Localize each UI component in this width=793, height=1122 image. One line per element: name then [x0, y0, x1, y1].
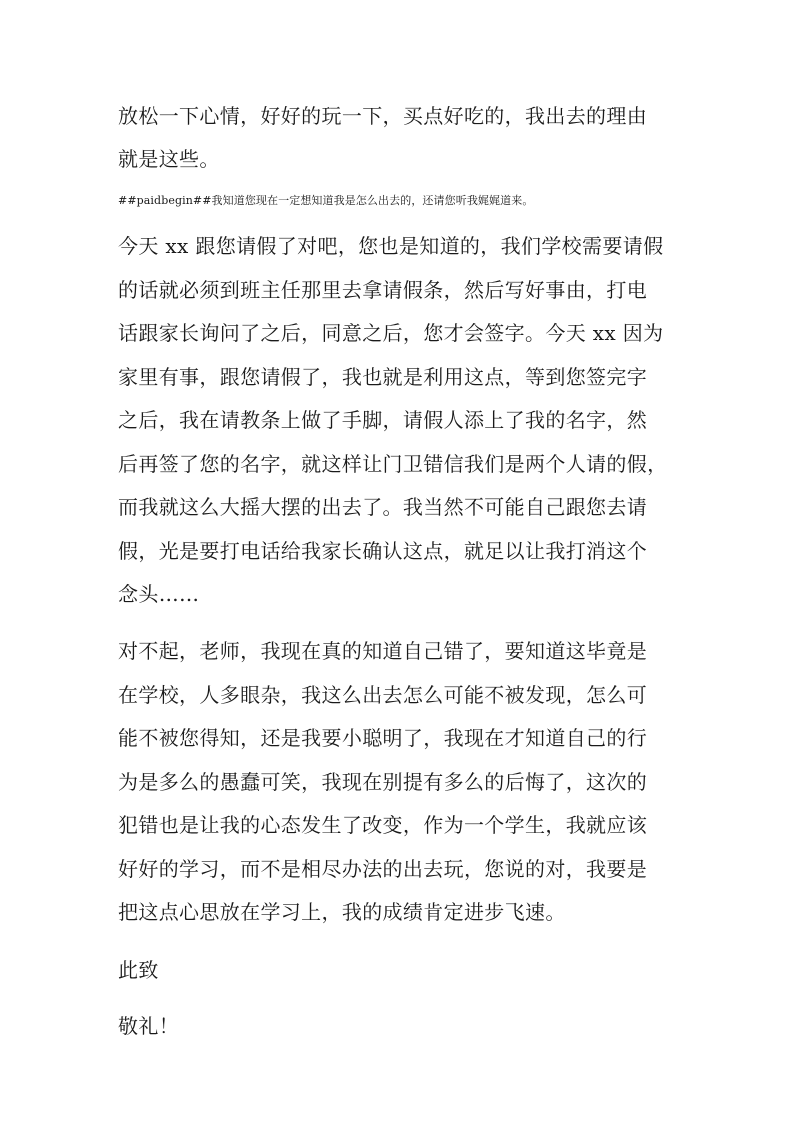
paragraph-2-line-2: 的话就必须到班主任那里去拿请假条，然后写好事由，打电 [118, 278, 648, 302]
closing-salutation: 此致 [118, 958, 159, 982]
paragraph-2-line-9: 念头…… [118, 582, 200, 606]
paragraph-3-line-4: 为是多么的愚蠢可笑，我现在别提有多么的后悔了，这次的 [118, 770, 648, 794]
paragraph-1-line-2: 就是这些。 [118, 147, 220, 171]
paragraph-2-line-6: 后再签了您的名字，就这样让门卫错信我们是两个人请的假， [118, 452, 668, 476]
paragraph-3-line-2: 在学校，人多眼杂，我这么出去怎么可能不被发现，怎么可 [118, 683, 648, 707]
paragraph-2-line-1: 今天 xx 跟您请假了对吧，您也是知道的，我们学校需要请假 [118, 234, 664, 258]
paragraph-2-line-7: 而我就这么大摇大摆的出去了。我当然不可能自己跟您去请 [118, 495, 648, 519]
paragraph-3-line-3: 能不被您得知，还是我要小聪明了，我现在才知道自己的行 [118, 726, 648, 750]
paragraph-3-line-5: 犯错也是让我的心态发生了改变，作为一个学生，我就应该 [118, 813, 648, 837]
paragraph-3-line-6: 好好的学习，而不是相尽办法的出去玩，您说的对，我要是 [118, 857, 648, 881]
paragraph-1-line-1: 放松一下心情，好好的玩一下，买点好吃的，我出去的理由 [118, 104, 648, 128]
paragraph-3-line-1: 对不起，老师，我现在真的知道自己错了，要知道这毕竟是 [118, 639, 648, 663]
closing-respect: 敬礼！ [118, 1014, 180, 1038]
paid-marker-line: ##paidbegin##我知道您现在一定想知道我是怎么出去的，还请您听我娓娓道来。 [118, 194, 534, 207]
paragraph-2-line-3: 话跟家长询问了之后，同意之后，您才会签字。今天 xx 因为 [118, 321, 664, 345]
paragraph-3-line-7: 把这点心思放在学习上，我的成绩肯定进步飞速。 [118, 900, 566, 924]
paragraph-2-line-5: 之后，我在请教条上做了手脚，请假人添上了我的名字，然 [118, 408, 648, 432]
paragraph-2-line-8: 假，光是要打电话给我家长确认这点，就足以让我打消这个 [118, 539, 648, 563]
paragraph-2-line-4: 家里有事，跟您请假了，我也就是利用这点，等到您签完字 [118, 365, 648, 389]
